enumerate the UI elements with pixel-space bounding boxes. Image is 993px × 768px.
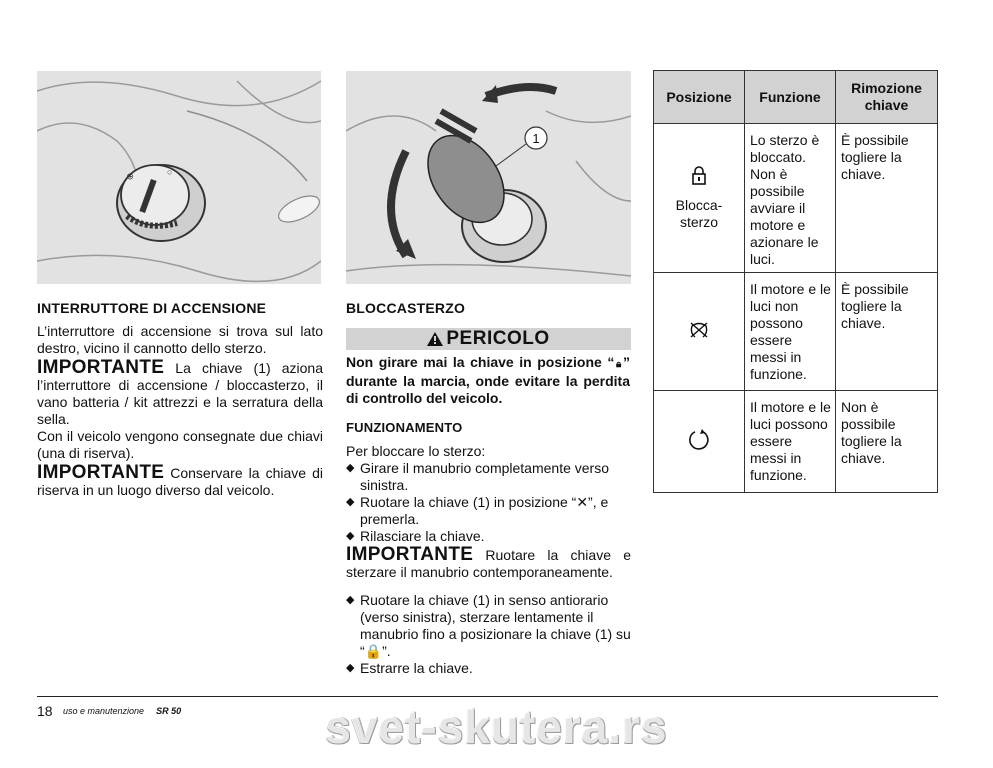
important-note-1 <box>37 359 323 428</box>
list-item-text: Rilasciare la chiave. <box>360 528 485 544</box>
important-note-2 <box>37 464 323 499</box>
position-label: Blocca-sterzo <box>675 197 723 230</box>
steering-lock-heading: BLOCCASTERZO <box>346 300 466 316</box>
important-text: Ruotare la chiave e sterzare il manubrio contemporaneamente. <box>346 547 631 580</box>
page-number: 18 <box>37 703 53 719</box>
list-item <box>346 528 631 545</box>
bullet-icon: ◆ <box>346 530 355 542</box>
list-item <box>346 494 631 528</box>
manual-title: uso e manutenzione <box>63 706 145 716</box>
key-position-table <box>653 70 938 493</box>
bullet-icon: ◆ <box>346 462 355 474</box>
removal-cell: È possibile togliere la chiave. <box>836 273 938 391</box>
function-cell: Il motore e le luci non possono essere messi in funzione. <box>745 273 836 391</box>
list-item <box>346 460 631 494</box>
list-item-text: Girare il manubrio completamente verso sinistra. <box>360 460 609 493</box>
ignition-body <box>37 323 323 499</box>
important-text: La chiave (1) aziona l’interruttore di accensione / bloccasterzo, il vano batteria / kit attrezzi e la serratura della sella. <box>37 360 323 427</box>
ignition-intro: L’interruttore di accensione si trova sul lato destro, vicino il cannotto dello sterzo. <box>37 323 323 356</box>
ignition-switch-photo <box>37 71 321 284</box>
watermark: svet-skutera.rs <box>325 701 668 753</box>
keys-note: Con il veicolo vengono consegnate due chiavi (una di riserva). <box>37 428 323 461</box>
svg-text:○: ○ <box>167 167 173 177</box>
padlock-small-icon: 🔒︎ <box>614 359 623 370</box>
danger-text <box>346 354 630 407</box>
table-row <box>654 124 938 273</box>
on-circle-icon <box>687 428 711 452</box>
table-row <box>654 273 938 391</box>
steps-list-1 <box>346 460 631 545</box>
steer-lock-intro: Per bloccare lo sterzo: <box>346 443 486 459</box>
table-header-row <box>654 71 938 124</box>
steering-lock-photo <box>346 71 631 284</box>
header-position: Posizione <box>654 71 745 124</box>
position-cell <box>654 391 745 493</box>
svg-text:⊗: ⊗ <box>123 170 137 183</box>
important-label: IMPORTANTE <box>346 544 474 565</box>
header-function: Funzione <box>745 71 836 124</box>
important-label: IMPORTANTE <box>37 462 165 483</box>
table-row <box>654 391 938 493</box>
important-text: Conservare la chiave di riserva in un luogo diverso dal veicolo. <box>37 465 323 498</box>
padlock-icon <box>691 165 707 185</box>
danger-banner <box>346 328 631 350</box>
callout-number: 1 <box>532 131 540 146</box>
position-cell <box>654 273 745 391</box>
important-note-3 <box>346 546 631 581</box>
removal-cell: È possibile togliere la chiave. <box>836 124 938 273</box>
bullet-icon: ◆ <box>346 594 355 606</box>
header-key-removal: Rimozione chiave <box>836 71 938 124</box>
steps-list-2 <box>346 592 631 677</box>
danger-label: PERICOLO <box>446 328 550 349</box>
function-heading: FUNZIONAMENTO <box>346 420 463 435</box>
list-item <box>346 660 631 677</box>
list-item-text: Ruotare la chiave (1) in posizione “✕”, e premerla. <box>360 494 609 527</box>
position-cell <box>654 124 745 273</box>
removal-cell: Non è possibile togliere la chiave. <box>836 391 938 493</box>
off-symbol-icon <box>688 320 710 340</box>
list-item-text: Estrarre la chiave. <box>360 660 473 676</box>
ignition-heading: INTERRUTTORE DI ACCENSIONE <box>37 300 267 316</box>
function-cell: Lo sterzo è bloccato. Non è possibile avviare il motore e azionare le luci. <box>745 124 836 273</box>
list-item-text: Ruotare la chiave (1) in senso antiorario (verso sinistra), sterzare lentamente il manubrio fino a posizionare la chiave (1) su “🔒”. <box>360 592 631 659</box>
danger-text-part: ” durante la marcia, onde evitare la perdita di controllo del veicolo. <box>346 354 630 406</box>
footer-divider <box>37 696 938 697</box>
warning-triangle-icon <box>427 332 443 346</box>
bullet-icon: ◆ <box>346 496 355 508</box>
model-name: SR 50 <box>156 706 182 716</box>
danger-text-part: Non girare mai la chiave in posizione “ <box>346 354 615 370</box>
important-label: IMPORTANTE <box>37 357 165 378</box>
bullet-icon: ◆ <box>346 662 355 674</box>
list-item <box>346 592 631 660</box>
function-cell: Il motore e le luci possono essere messi in funzione. <box>745 391 836 493</box>
